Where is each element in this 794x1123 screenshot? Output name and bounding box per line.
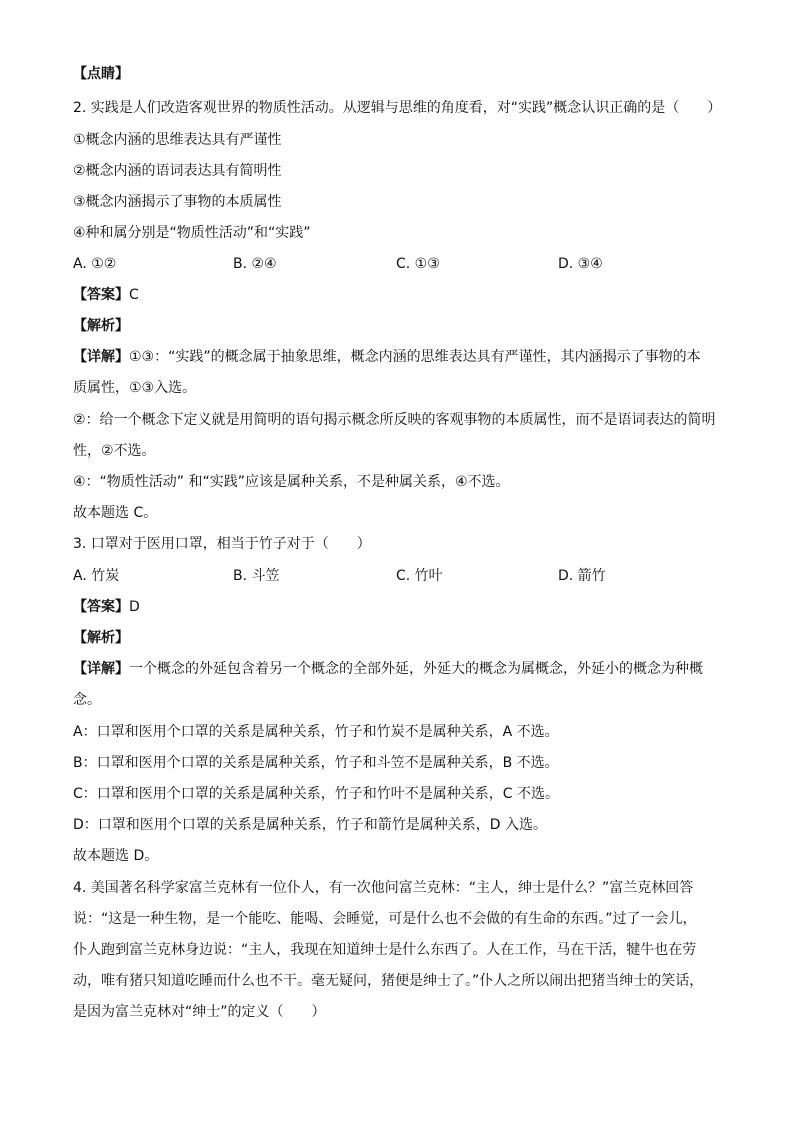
answer-tag: 【答案】 [73, 287, 129, 303]
analysis-tag: 【解析】 [73, 630, 129, 646]
detail-tag: 【详解】 [73, 661, 129, 677]
q2-stem: 2. 实践是人们改造客观世界的物质性活动。从逻辑与思维的角度看，对“实践”概念认识正确的是（ ） [73, 100, 722, 116]
q3-detail-line [73, 659, 703, 679]
q3-conclusion: 故本题选 D。 [73, 848, 159, 864]
dianjing-tag: 【点睛】 [73, 66, 129, 82]
q2-item: ①概念内涵的思维表达具有严谨性 [73, 132, 282, 148]
q2-detail-line: ④：“物质性活动” 和“实践”应该是属种关系，不是种属关系，④不选。 [73, 474, 510, 490]
q2-detail-line [73, 347, 701, 367]
q3-option-b: B. 斗笠 [233, 568, 280, 584]
q2-item: ②概念内涵的语词表达具有简明性 [73, 163, 282, 179]
q3-answer-row [73, 597, 140, 617]
q2-option-b: B. ②④ [233, 256, 277, 272]
detail-tag: 【详解】 [73, 349, 129, 365]
q2-conclusion: 故本题选 C。 [73, 505, 158, 521]
q3-stem: 3. 口罩对于医用口罩，相当于竹子对于（ ） [73, 536, 371, 552]
q3-detail-line: B：口罩和医用个口罩的关系是属种关系，竹子和斗笠不是属种关系，B 不选。 [73, 755, 559, 771]
answer-value: D [129, 599, 140, 615]
q2-item: ④种和属分别是“物质性活动”和“实践” [73, 225, 311, 241]
q4-line: 4. 美国著名科学家富兰克林有一位仆人，有一次他问富兰克林：“主人，绅士是什么？”富兰克林回答 [73, 880, 694, 896]
q4-line: 是因为富兰克林对“绅士”的定义（ ） [73, 1004, 326, 1020]
q3-detail-line: A：口罩和医用个口罩的关系是属种关系，竹子和竹炭不是属种关系，A 不选。 [73, 724, 559, 740]
q2-detail-line: 性，②不选。 [73, 443, 156, 459]
answer-value: C [129, 287, 139, 303]
q2-item: ③概念内涵揭示了事物的本质属性 [73, 194, 282, 210]
q3-detail-line: D：口罩和医用个口罩的关系是属种关系，竹子和箭竹是属种关系，D 入选。 [73, 817, 548, 833]
q2-detail-line: 质属性，①③入选。 [73, 380, 197, 396]
q2-option-d: D. ③④ [558, 256, 603, 272]
q2-option-a: A. ①② [73, 256, 117, 272]
q4-line: 动，唯有猪只知道吃睡而什么也不干。毫无疑问，猪便是绅士了。”仆人之所以闹出把猪当绅士的笑话， [73, 973, 704, 989]
q2-detail-line: ②：给一个概念下定义就是用简明的语句揭示概念所反映的客观事物的本质属性，而不是语词表达的简明 [73, 412, 716, 428]
q3-option-d: D. 箭竹 [558, 568, 606, 584]
answer-tag: 【答案】 [73, 599, 129, 615]
q4-line: 说：“这是一种生物，是一个能吃、能喝、会睡觉，可是什么也不会做的有生命的东西。”过了一会儿， [73, 911, 697, 927]
detail-text: 一个概念的外延包含着另一个概念的全部外延，外延大的概念为属概念，外延小的概念为种概 [129, 661, 703, 677]
q4-line: 仆人跑到富兰克林身边说：“主人，我现在知道绅士是什么东西了。人在工作，马在干活，犍牛也在劳 [73, 942, 697, 958]
q3-option-a: A. 竹炭 [73, 568, 120, 584]
q3-option-c: C. 竹叶 [396, 568, 443, 584]
q2-answer-row [73, 285, 139, 305]
q3-detail-line: C：口罩和医用个口罩的关系是属种关系，竹子和竹叶不是属种关系，C 不选。 [73, 786, 559, 802]
q2-option-c: C. ①③ [396, 256, 440, 272]
analysis-tag: 【解析】 [73, 318, 129, 334]
detail-text: ①③：“实践”的概念属于抽象思维，概念内涵的思维表达具有严谨性，其内涵揭示了事物的本 [129, 349, 701, 365]
q3-detail-line: 念。 [73, 692, 101, 708]
